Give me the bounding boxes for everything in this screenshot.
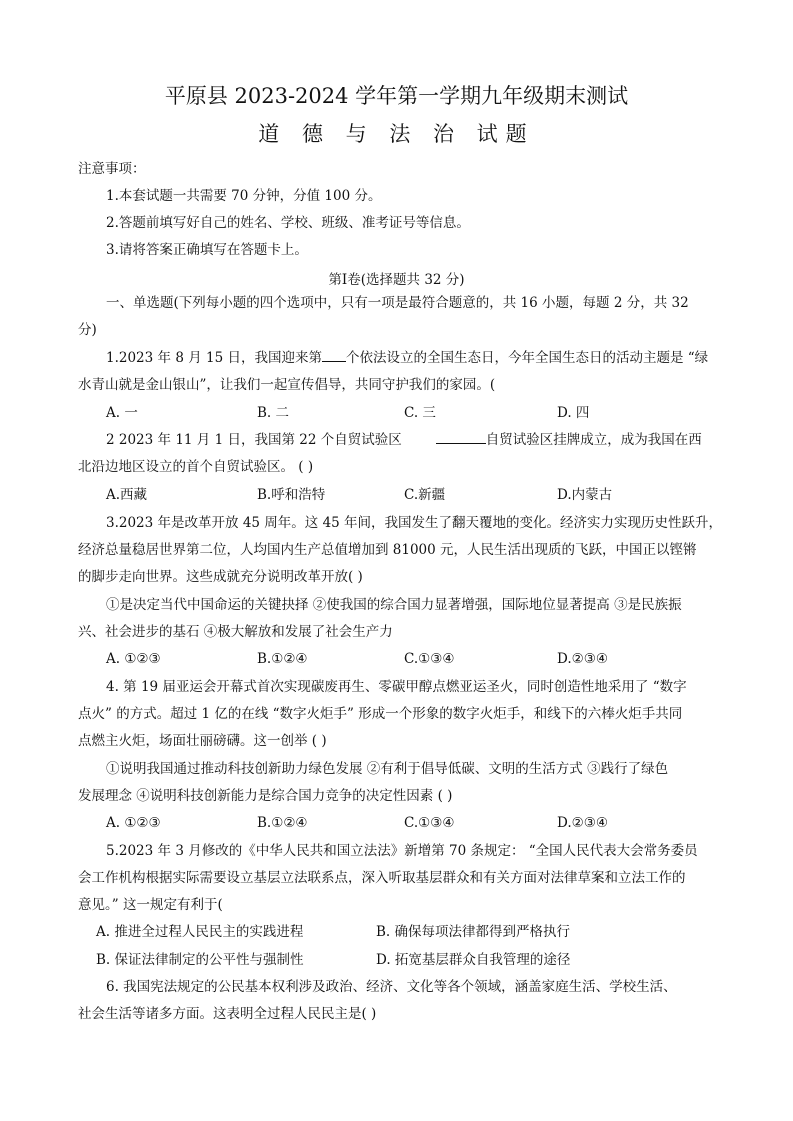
q2-option-c: C.新疆 — [404, 487, 446, 503]
q5-option-a: A. 推进全过程人民民主的实践进程 — [96, 924, 304, 940]
q4-line: 点燃主火炬，场面壮丽磅礴。这一创举 ( ) — [78, 733, 327, 749]
q5-option-c: B. 保证法律制定的公平性与强制性 — [96, 952, 304, 968]
q4-line: 4. 第 19 届亚运会开幕式首次实现碳废再生、零碳甲醇点燃亚运圣火，同时创造性地采用了 “数字 — [106, 679, 687, 695]
q6-line: 6. 我国宪法规定的公民基本权利涉及政治、经济、文化等各个领域，涵盖家庭生活、学校生活、 — [106, 979, 677, 995]
q1-line2: 水青山就是金山银山”，让我们一起宣传倡导，共同守护我们的家园。( — [78, 377, 496, 393]
q1-option-d: D. 四 — [557, 405, 590, 421]
q3-option-c: C.①③④ — [404, 651, 455, 667]
q1-text-b: 个依法设立的全国生态日，今年全国生态日的活动主题是 “绿 — [345, 350, 709, 366]
q2-text-a: 2 2023 年 11 月 1 日，我国第 22 个自贸试验区 — [106, 432, 402, 448]
q5-option-b: B. 确保每项法律都得到严格执行 — [376, 924, 571, 940]
section-heading: 第Ⅰ卷(选择题共 32 分) — [328, 272, 465, 288]
fill-blank — [322, 348, 346, 362]
q1-text-a: 1.2023 年 8 月 15 日，我国迎来第 — [106, 350, 322, 366]
q6-line: 社会生活等诸多方面。这表明全过程人民民主是( ) — [78, 1006, 377, 1022]
part-instruction-cont: 分) — [78, 322, 97, 338]
q5-option-d: D. 拓宽基层群众自我管理的途径 — [376, 952, 571, 968]
q2-option-a: A.西藏 — [106, 487, 148, 503]
notice-item: 1.本套试题一共需要 70 分钟，分值 100 分。 — [106, 188, 382, 204]
notice-heading: 注意事项： — [78, 161, 146, 177]
notice-item: 3.请将答案正确填写在答题卡上。 — [106, 242, 308, 258]
q4-option-b: B.①②④ — [257, 815, 308, 831]
fill-blank — [436, 430, 486, 444]
q2-line2: 北沿边地区设立的首个自贸试验区。 ( ) — [78, 459, 314, 475]
part-instruction: 一、单选题(下列每小题的四个选项中，只有一项是最符合题意的，共 16 小题，每题 2 分，共 32 — [106, 295, 689, 311]
q3-line: 3.2023 年是改革开放 45 周年。这 45 年间，我国发生了翻天覆地的变化。经济实力实现历史性跃升， — [106, 515, 723, 531]
q3-option-b: B.①②④ — [257, 651, 308, 667]
q3-option-d: D.②③④ — [557, 651, 608, 667]
notice-item: 2.答题前填写好自己的姓名、学校、班级、准考证号等信息。 — [106, 215, 470, 231]
q2-option-d: D.内蒙古 — [557, 487, 613, 503]
q4-line: 点火” 的方式。超过 1 亿的在线 “数字火炬手” 形成一个形象的数字火炬手，和线下的六棒火炬手共同 — [78, 706, 683, 722]
q3-line: 兴、社会进步的基石 ④极大解放和发展了社会生产力 — [78, 624, 393, 640]
q3-line: ①是决定当代中国命运的关键抉择 ②使我国的综合国力显著增强，国际地位显著提高 ③是民族振 — [106, 597, 682, 613]
q5-line: 5.2023 年 3 月修改的《中华人民共和国立法法》新增第 70 条规定： “全国人民代表大会常务委员 — [106, 843, 698, 859]
q4-line: ①说明我国通过推动科技创新助力绿色发展 ②有利于倡导低碳、文明的生活方式 ③践行了绿色 — [106, 761, 669, 777]
q4-line: 发展理念 ④说明科技创新能力是综合国力竞争的决定性因素 ( ) — [78, 788, 453, 804]
q4-option-c: C.①③④ — [404, 815, 455, 831]
q3-line: 经济总量稳居世界第二位，人均国内生产总值增加到 81000 元，人民生活出现质的飞跃，中国正以铿锵 — [78, 542, 697, 558]
q1-option-a: A. 一 — [106, 405, 138, 421]
q3-line: 的脚步走向世界。这些成就充分说明改革开放( ) — [78, 569, 363, 585]
q1-option-b: B. 二 — [257, 405, 290, 421]
exam-title: 平原县 2023-2024 学年第一学期九年级期末测试 — [164, 84, 629, 108]
question-2 — [106, 430, 702, 450]
q3-option-a: A. ①②③ — [106, 651, 161, 667]
q2-text-b: 自贸试验区挂牌成立，成为我国在西 — [485, 432, 702, 448]
q2-option-b: B.呼和浩特 — [257, 487, 326, 503]
q5-line: 会工作机构根据实际需要设立基层立法联系点，深入听取基层群众和有关方面对法律草案和立法工作的 — [78, 870, 686, 886]
q1-option-c: C. 三 — [404, 405, 436, 421]
question-1 — [106, 348, 708, 368]
q5-line: 意见。” 这一规定有利于( — [78, 897, 223, 913]
q4-option-d: D.②③④ — [557, 815, 608, 831]
q4-option-a: A. ①②③ — [106, 815, 161, 831]
exam-subtitle: 道 德 与 法 治 试题 — [258, 122, 535, 146]
